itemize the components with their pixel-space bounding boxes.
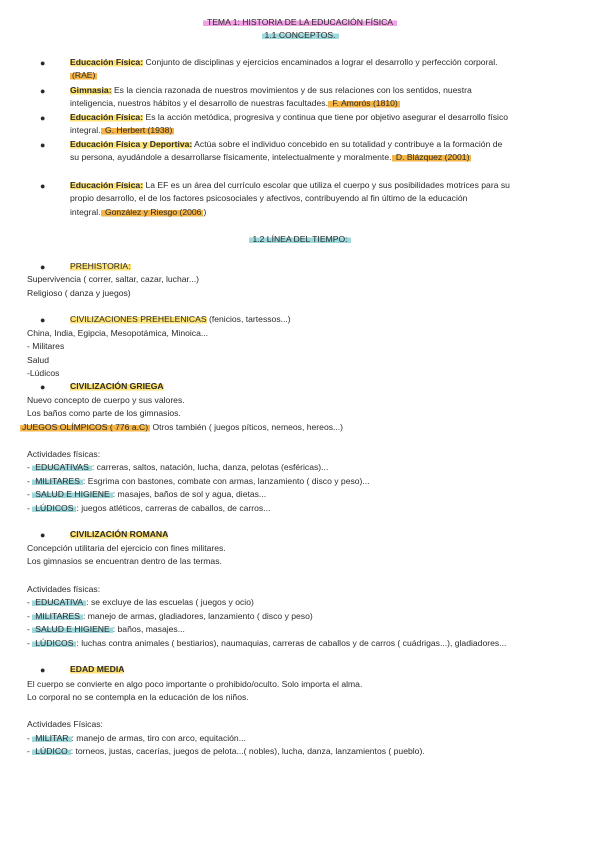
bullet-icon: ●	[40, 665, 46, 675]
activity-value: : manejo de armas, tiro con arco, equitación...	[71, 733, 246, 743]
activity-line: - LÚDICO : torneos, justas, cacerías, juegos de pelota...( nobles), lucha, danza, lanzamientos ( pueblo).	[27, 746, 425, 756]
activity-line: - LÚDICOS : juegos atléticos, carreras de caballos, de carros...	[27, 503, 271, 513]
concepts-heading	[0, 29, 600, 42]
activity-value: : Esgrima con bastones, combate con armas, lanzamiento ( disco y peso)...	[82, 476, 370, 486]
bullet-icon: ●	[40, 262, 46, 272]
period-heading-romana: CIVILIZACIÓN ROMANA	[70, 529, 169, 539]
concept-item	[70, 111, 570, 138]
concept-text: Actúa sobre el individuo concebido en su totalidad y contribuye a la formación de	[192, 139, 503, 149]
activity-key: SALUD E HIGIENE	[32, 624, 113, 634]
bullet-icon: ●	[40, 113, 46, 123]
activity-key: SALUD E HIGIENE	[32, 489, 113, 499]
bullet-icon: ●	[40, 181, 46, 191]
concept-text-cont: integral.	[70, 206, 101, 217]
bullet-icon: ●	[40, 58, 46, 68]
activity-line: - MILITAR : manejo de armas, tiro con arco, equitación...	[27, 733, 246, 743]
activity-line: - SALUD E HIGIENE : masajes, baños de sol y agua, dietas...	[27, 489, 267, 499]
text-line: Nuevo concepto de cuerpo y sus valores.	[27, 395, 185, 405]
concept-term: Educación Física:	[70, 180, 144, 190]
activity-value: : luchas contra animales ( bestiarios), naumaquias, carreras de caballos y de carros ( cuádrigas...), gladiadores...	[76, 638, 507, 648]
activity-value: : juegos atléticos, carreras de caballos, de carros...	[76, 503, 271, 513]
activity-line: - LÚDICOS : luchas contra animales ( bestiarios), naumaquias, carreras de caballos y de carros ( cuádrigas...), gladiadores...	[27, 638, 507, 648]
period-heading-edad-media: EDAD MEDIA	[70, 664, 125, 674]
activities-title: Actividades Físicas:	[27, 719, 103, 729]
text-line: -Lúdicos	[27, 368, 60, 378]
concept-text: La EF es un área del currículo escolar que utiliza el cuerpo y sus posibilidades motrices para su	[143, 180, 510, 190]
text-line: China, India, Egipcia, Mesopotámica, Minoica...	[27, 328, 209, 338]
concept-text-cont: propio desarrollo, el de los factores psicosociales y afectivos, contribuyendo al fin último de la educación	[70, 193, 468, 204]
period-heading-tail: (fenicios, tartessos...)	[206, 314, 291, 324]
concept-text-cont: integral.	[70, 125, 101, 136]
concept-reference: F. Amorós (1810)	[329, 98, 398, 109]
period-heading	[70, 663, 570, 676]
period-heading	[70, 313, 570, 326]
activity-key: LÚDICOS	[32, 638, 76, 648]
concept-reference: González y Riesgo (2006	[102, 206, 202, 217]
text-line: Los gimnasios se encuentran dentro de las termas.	[27, 556, 222, 566]
olympic-rest: Otros también ( juegos píticos, nemeos, hereos...)	[150, 422, 344, 432]
concepts-heading-text: 1.1 CONCEPTOS.	[262, 30, 339, 40]
timeline-heading-text: 1.2 LÍNEA DEL TIEMPO:	[249, 234, 350, 244]
activity-key: MILITARES	[32, 611, 83, 621]
period-heading-prehelenicas: CIVILIZACIONES PREHELENICAS	[70, 314, 207, 324]
bullet-icon: ●	[40, 140, 46, 150]
timeline-heading	[0, 233, 600, 246]
title-text: TEMA 1: HISTORIA DE LA EDUCACIÓN FÍSICA	[203, 17, 397, 27]
bullet-icon: ●	[40, 382, 46, 392]
concept-term: Gimnasia:	[70, 85, 112, 95]
concept-reference: G. Herbert (1938)	[102, 125, 173, 136]
activity-key: LÚDICO	[32, 746, 70, 756]
activity-value: : se excluye de las escuelas ( juegos y ocio)	[86, 597, 254, 607]
bullet-icon: ●	[40, 530, 46, 540]
activity-key: EDUCATIVAS	[32, 462, 92, 472]
activity-value: : torneos, justas, cacerías, juegos de pelota...( nobles), lucha, danza, lanzamientos ( pueblo).	[70, 746, 425, 756]
period-heading-prehistoria: PREHISTORIA:	[70, 261, 131, 271]
activities-title: Actividades físicas:	[27, 584, 101, 594]
olympic-highlight: JUEGOS OLÍMPICOS ( 776 a.C)	[22, 422, 149, 432]
activity-key: MILITAR	[32, 733, 71, 743]
concept-reference: D. Blázquez (2001)	[393, 152, 470, 163]
activity-line: - MILITARES : manejo de armas, gladiadores, lanzamiento ( disco y peso)	[27, 611, 313, 621]
activity-value: : carreras, saltos, natación, lucha, danza, pelotas (esféricas)...	[91, 462, 329, 472]
bullet-icon: ●	[40, 86, 46, 96]
activity-value: : manejo de armas, gladiadores, lanzamiento ( disco y peso)	[82, 611, 313, 621]
period-heading	[70, 528, 570, 541]
concept-term: Educación Física:	[70, 112, 144, 122]
activity-line: - EDUCATIVA : se excluye de las escuelas ( juegos y ocio)	[27, 597, 254, 607]
activity-value: : baños, masajes...	[112, 624, 185, 634]
period-heading	[70, 380, 570, 393]
text-line: El cuerpo se convierte en algo poco importante o prohibido/oculto. Solo importa el alma.	[27, 679, 363, 689]
activity-key: EDUCATIVA	[32, 597, 86, 607]
concept-term: Educación Física:	[70, 57, 144, 67]
concept-text-cont: su persona, ayudándole a desarrollarse físicamente, intelectualmente y moralmente.	[70, 152, 392, 163]
concept-reference-tail: )	[203, 206, 207, 217]
concept-reference: (RAE)	[72, 70, 96, 81]
concept-text: Es la acción metódica, progresiva y continua que tiene por objetivo asegurar el desarrollo físico	[143, 112, 509, 122]
document-title	[0, 16, 600, 29]
activity-line: - SALUD E HIGIENE : baños, masajes...	[27, 624, 185, 634]
text-line: Los baños como parte de los gimnasios.	[27, 408, 181, 418]
concept-item	[70, 84, 570, 111]
bullet-icon: ●	[40, 315, 46, 325]
activities-title: Actividades físicas:	[27, 449, 101, 459]
period-heading-griega: CIVILIZACIÓN GRIEGA	[70, 381, 164, 391]
concept-text-cont: inteligencia, nuestros hábitos y el desarrollo de nuestras facultades.	[70, 98, 328, 109]
text-line: - Militares	[27, 341, 65, 351]
text-line: Religioso ( danza y juegos)	[27, 288, 131, 298]
activity-value: : masajes, baños de sol y agua, dietas...	[112, 489, 267, 499]
concept-item	[70, 138, 570, 165]
concept-text: Es la ciencia razonada de nuestros movimientos y de sus relaciones con los sentidos, nuestra	[111, 85, 472, 95]
activity-key: LÚDICOS	[32, 503, 76, 513]
concept-term: Educación Física y Deportiva:	[70, 139, 193, 149]
text-line: Salud	[27, 355, 49, 365]
concept-text: Conjunto de disciplinas y ejercicios encaminados a lograr el desarrollo y perfección corporal.	[143, 57, 498, 67]
period-heading	[70, 260, 570, 273]
text-line: Concepción utilitaria del ejercicio con fines militares.	[27, 543, 226, 553]
activity-line: - MILITARES : Esgrima con bastones, combate con armas, lanzamiento ( disco y peso)...	[27, 476, 370, 486]
activity-key: MILITARES	[32, 476, 83, 486]
concept-item	[70, 179, 570, 219]
text-line: Lo corporal no se contempla en la educación de los niños.	[27, 692, 249, 702]
concept-item	[70, 56, 570, 83]
olympic-line	[20, 421, 580, 434]
activity-line: - EDUCATIVAS : carreras, saltos, natación, lucha, danza, pelotas (esféricas)...	[27, 462, 329, 472]
text-line: Supervivencia ( correr, saltar, cazar, luchar...)	[27, 274, 199, 284]
